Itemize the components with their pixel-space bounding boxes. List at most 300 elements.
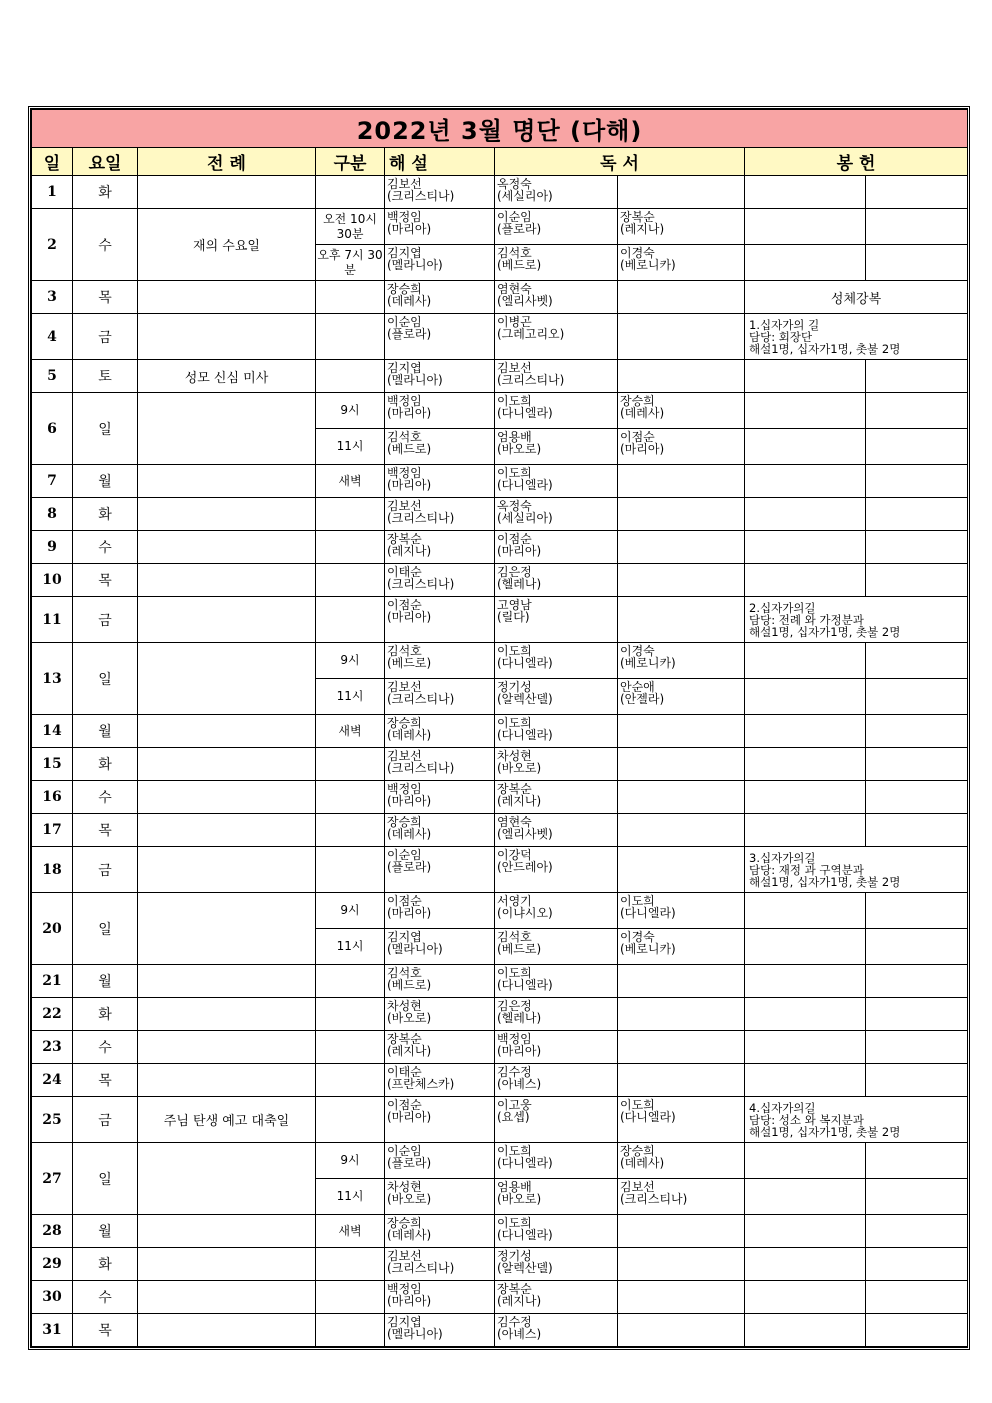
day-cell: 14 xyxy=(32,715,73,748)
reading-cell-1 xyxy=(495,1179,618,1215)
commentary-cell xyxy=(385,1215,495,1248)
person-name: 이경숙 xyxy=(620,246,655,260)
offering-cell-2 xyxy=(866,465,968,498)
person-name: 이순임 xyxy=(387,1144,422,1158)
baptismal-name: (프란체스카) xyxy=(387,1077,455,1091)
commentary-cell xyxy=(385,1179,495,1215)
table-row xyxy=(32,360,968,393)
weekday-cell: 금 xyxy=(73,847,138,893)
reading-cell-2 xyxy=(618,1281,745,1314)
offering-note-line: 해설1명, 십자가1명, 촛불 2명 xyxy=(749,1124,901,1139)
baptismal-name: (바오로) xyxy=(387,1192,432,1206)
offering-cell-2 xyxy=(866,1064,968,1097)
schedule-sheet xyxy=(28,106,970,1350)
baptismal-name: (크리스티나) xyxy=(387,692,455,706)
table-row xyxy=(32,893,968,929)
offering-cell-1 xyxy=(745,1179,866,1215)
person-name: 이순임 xyxy=(387,315,422,329)
reading-cell-2 xyxy=(618,176,745,209)
reading-cell-1 xyxy=(495,314,618,360)
reading-cell-2 xyxy=(618,209,745,245)
section-cell xyxy=(316,360,385,393)
person-name: 서영기 xyxy=(497,894,532,908)
reading-cell-1 xyxy=(495,1064,618,1097)
baptismal-name: (크리스티나) xyxy=(387,511,455,525)
person-name: 엄용배 xyxy=(497,1180,532,1194)
offering-cell-1 xyxy=(745,498,866,531)
person-name: 김보선 xyxy=(387,499,422,513)
offering-cell-1 xyxy=(745,245,866,281)
person-name: 김보선 xyxy=(387,177,422,191)
person-name: 장복순 xyxy=(497,1282,532,1296)
reading-cell-1 xyxy=(495,679,618,715)
section-cell xyxy=(316,998,385,1031)
person-name: 이점순 xyxy=(387,1098,422,1112)
offering-note-line: 해설1명, 십자가1명, 촛불 2명 xyxy=(749,624,901,639)
offering-note-line: 1.십자가의 길 xyxy=(749,317,820,332)
offering-cell-2 xyxy=(866,209,968,245)
offering-cell-1 xyxy=(745,393,866,429)
reading-cell-2 xyxy=(618,1314,745,1347)
offering-cell-2 xyxy=(866,429,968,465)
commentary-cell xyxy=(385,679,495,715)
offering-note-line: 담당: 성소 와 복지분과 xyxy=(749,1112,864,1127)
liturgy-cell xyxy=(138,1314,316,1347)
day-cell: 22 xyxy=(32,998,73,1031)
baptismal-name: (레지나) xyxy=(387,544,432,558)
reading-cell-2 xyxy=(618,748,745,781)
day-cell: 21 xyxy=(32,965,73,998)
person-name: 장승희 xyxy=(387,1216,422,1230)
offering-cell-1 xyxy=(745,1248,866,1281)
liturgy-cell xyxy=(138,597,316,643)
offering-cell-2 xyxy=(866,715,968,748)
day-cell: 2 xyxy=(32,209,73,281)
commentary-cell xyxy=(385,429,495,465)
reading-cell-2 xyxy=(618,1215,745,1248)
weekday-cell: 화 xyxy=(73,1248,138,1281)
reading-cell-1 xyxy=(495,1215,618,1248)
person-name: 김석호 xyxy=(497,930,532,944)
person-name: 이도희 xyxy=(497,644,532,658)
baptismal-name: (다니엘라) xyxy=(497,978,553,992)
weekday-cell: 화 xyxy=(73,748,138,781)
section-cell: 새벽 xyxy=(316,465,385,498)
offering-cell-2 xyxy=(866,1143,968,1179)
reading-cell-1 xyxy=(495,1143,618,1179)
reading-cell-1 xyxy=(495,597,618,643)
baptismal-name: (다니엘라) xyxy=(497,1228,553,1242)
reading-cell-1 xyxy=(495,715,618,748)
offering-cell-2 xyxy=(866,1314,968,1347)
commentary-cell xyxy=(385,847,495,893)
reading-cell-1 xyxy=(495,281,618,314)
commentary-cell xyxy=(385,209,495,245)
baptismal-name: (데레사) xyxy=(387,827,432,841)
weekday-cell: 월 xyxy=(73,1215,138,1248)
person-name: 김수정 xyxy=(497,1065,532,1079)
commentary-cell xyxy=(385,1281,495,1314)
baptismal-name: (헬레나) xyxy=(497,1011,542,1025)
day-cell: 6 xyxy=(32,393,73,465)
day-cell: 20 xyxy=(32,893,73,965)
baptismal-name: (크리스티나) xyxy=(387,189,455,203)
table-row xyxy=(32,564,968,597)
day-cell: 7 xyxy=(32,465,73,498)
person-name: 이도희 xyxy=(497,1216,532,1230)
person-name: 백정임 xyxy=(497,1032,532,1046)
commentary-cell xyxy=(385,1031,495,1064)
header-section: 구분 xyxy=(316,148,385,176)
offering-cell-1 xyxy=(745,893,866,929)
person-name: 김수정 xyxy=(497,1315,532,1329)
baptismal-name: (알렉산델) xyxy=(497,1261,553,1275)
offering-cell-1 xyxy=(745,465,866,498)
table-row xyxy=(32,998,968,1031)
baptismal-name: (멜라니아) xyxy=(387,373,443,387)
commentary-cell xyxy=(385,1314,495,1347)
baptismal-name: (멜라니아) xyxy=(387,258,443,272)
liturgy-cell xyxy=(138,314,316,360)
section-cell: 11시 xyxy=(316,929,385,965)
table-row xyxy=(32,1248,968,1281)
baptismal-name: (다니엘라) xyxy=(620,1110,676,1124)
commentary-cell xyxy=(385,1143,495,1179)
weekday-cell: 월 xyxy=(73,465,138,498)
day-cell: 5 xyxy=(32,360,73,393)
person-name: 백정임 xyxy=(387,210,422,224)
day-cell: 15 xyxy=(32,748,73,781)
reading-cell-1 xyxy=(495,748,618,781)
reading-cell-1 xyxy=(495,429,618,465)
commentary-cell xyxy=(385,1097,495,1143)
baptismal-name: (릴다) xyxy=(497,610,530,624)
person-name: 이순임 xyxy=(497,210,532,224)
table-row xyxy=(32,748,968,781)
table-row xyxy=(32,1031,968,1064)
reading-cell-2 xyxy=(618,429,745,465)
offering-cell-1 xyxy=(745,1215,866,1248)
reading-cell-2 xyxy=(618,643,745,679)
liturgy-cell xyxy=(138,176,316,209)
section-cell: 9시 xyxy=(316,643,385,679)
weekday-cell: 금 xyxy=(73,1097,138,1143)
baptismal-name: (바오로) xyxy=(387,1011,432,1025)
offering-cell-1 xyxy=(745,564,866,597)
liturgy-cell xyxy=(138,1215,316,1248)
offering-cell-1 xyxy=(745,1031,866,1064)
person-name: 이순임 xyxy=(387,848,422,862)
weekday-cell: 화 xyxy=(73,498,138,531)
weekday-cell: 수 xyxy=(73,1031,138,1064)
baptismal-name: (다니엘라) xyxy=(497,656,553,670)
commentary-cell xyxy=(385,465,495,498)
liturgy-cell xyxy=(138,498,316,531)
section-cell xyxy=(316,1031,385,1064)
person-name: 이도희 xyxy=(497,1144,532,1158)
person-name: 이경숙 xyxy=(620,930,655,944)
person-name: 염현숙 xyxy=(497,815,532,829)
reading-cell-1 xyxy=(495,360,618,393)
liturgy-cell xyxy=(138,998,316,1031)
liturgy-cell xyxy=(138,781,316,814)
offering-cell-2 xyxy=(866,498,968,531)
day-cell: 31 xyxy=(32,1314,73,1347)
person-name: 엄용배 xyxy=(497,430,532,444)
section-cell xyxy=(316,965,385,998)
weekday-cell: 일 xyxy=(73,1143,138,1215)
person-name: 장승희 xyxy=(387,716,422,730)
baptismal-name: (베드로) xyxy=(387,442,432,456)
liturgy-cell xyxy=(138,1031,316,1064)
person-name: 정기성 xyxy=(497,1249,532,1263)
person-name: 정기성 xyxy=(497,680,532,694)
reading-cell-1 xyxy=(495,965,618,998)
baptismal-name: (베드로) xyxy=(387,656,432,670)
day-cell: 1 xyxy=(32,176,73,209)
day-cell: 24 xyxy=(32,1064,73,1097)
baptismal-name: (아녜스) xyxy=(497,1077,542,1091)
baptismal-name: (베로니카) xyxy=(620,258,676,272)
baptismal-name: (다니엘라) xyxy=(497,1156,553,1170)
person-name: 이태순 xyxy=(387,565,422,579)
weekday-cell: 목 xyxy=(73,1314,138,1347)
reading-cell-2 xyxy=(618,564,745,597)
person-name: 이점순 xyxy=(387,598,422,612)
table-row xyxy=(32,1097,968,1143)
header-weekday: 요일 xyxy=(73,148,138,176)
section-cell xyxy=(316,597,385,643)
person-name: 이도희 xyxy=(497,716,532,730)
table-row xyxy=(32,209,968,245)
offering-cell-2 xyxy=(866,781,968,814)
baptismal-name: (마리아) xyxy=(387,794,432,808)
table-row xyxy=(32,781,968,814)
reading-cell-1 xyxy=(495,564,618,597)
offering-cell-2 xyxy=(866,564,968,597)
section-cell xyxy=(316,1248,385,1281)
reading-cell-2 xyxy=(618,965,745,998)
reading-cell-2 xyxy=(618,814,745,847)
reading-cell-1 xyxy=(495,531,618,564)
header-commentary: 해 설 xyxy=(385,148,495,176)
liturgy-cell xyxy=(138,715,316,748)
baptismal-name: (베드로) xyxy=(497,942,542,956)
offering-note xyxy=(745,1097,968,1143)
section-cell xyxy=(316,1064,385,1097)
offering-cell-2 xyxy=(866,1031,968,1064)
commentary-cell xyxy=(385,245,495,281)
weekday-cell: 화 xyxy=(73,998,138,1031)
liturgy-cell: 성모 신심 미사 xyxy=(138,360,316,393)
reading-cell-1 xyxy=(495,393,618,429)
baptismal-name: (엘리사벳) xyxy=(497,827,553,841)
baptismal-name: (베로니카) xyxy=(620,942,676,956)
reading-cell-1 xyxy=(495,1031,618,1064)
person-name: 이병곤 xyxy=(497,315,532,329)
section-cell: 11시 xyxy=(316,429,385,465)
table-row xyxy=(32,498,968,531)
person-name: 이도희 xyxy=(497,466,532,480)
baptismal-name: (데레사) xyxy=(387,728,432,742)
offering-cell-2 xyxy=(866,748,968,781)
person-name: 김지엽 xyxy=(387,246,422,260)
reading-cell-2 xyxy=(618,597,745,643)
day-cell: 10 xyxy=(32,564,73,597)
reading-cell-2 xyxy=(618,679,745,715)
baptismal-name: (멜라니아) xyxy=(387,942,443,956)
person-name: 김석호 xyxy=(387,966,422,980)
offering-note-line: 담당: 전례 와 가정분과 xyxy=(749,612,864,627)
person-name: 김은정 xyxy=(497,999,532,1013)
section-cell xyxy=(316,176,385,209)
commentary-cell xyxy=(385,781,495,814)
offering-cell-1 xyxy=(745,748,866,781)
weekday-cell: 화 xyxy=(73,176,138,209)
baptismal-name: (마리아) xyxy=(387,406,432,420)
offering-cell-2 xyxy=(866,929,968,965)
reading-cell-2 xyxy=(618,393,745,429)
day-cell: 4 xyxy=(32,314,73,360)
reading-cell-2 xyxy=(618,360,745,393)
section-cell xyxy=(316,748,385,781)
baptismal-name: (그레고리오) xyxy=(497,327,565,341)
baptismal-name: (마리아) xyxy=(387,610,432,624)
commentary-cell xyxy=(385,176,495,209)
reading-cell-1 xyxy=(495,1314,618,1347)
person-name: 이태순 xyxy=(387,1065,422,1079)
baptismal-name: (레지나) xyxy=(497,1294,542,1308)
reading-cell-1 xyxy=(495,893,618,929)
offering-cell-2 xyxy=(866,1281,968,1314)
commentary-cell xyxy=(385,715,495,748)
reading-cell-1 xyxy=(495,176,618,209)
person-name: 이도희 xyxy=(497,966,532,980)
commentary-cell xyxy=(385,1248,495,1281)
person-name: 차성현 xyxy=(497,749,532,763)
table-row xyxy=(32,715,968,748)
person-name: 이강덕 xyxy=(497,848,532,862)
table-row xyxy=(32,643,968,679)
reading-cell-1 xyxy=(495,929,618,965)
person-name: 옥정숙 xyxy=(497,177,532,191)
liturgy-cell xyxy=(138,465,316,498)
weekday-cell: 금 xyxy=(73,314,138,360)
day-cell: 17 xyxy=(32,814,73,847)
liturgy-cell xyxy=(138,564,316,597)
header-offering: 봉 헌 xyxy=(745,148,968,176)
reading-cell-1 xyxy=(495,814,618,847)
commentary-cell xyxy=(385,1064,495,1097)
day-cell: 16 xyxy=(32,781,73,814)
reading-cell-2 xyxy=(618,893,745,929)
baptismal-name: (마리아) xyxy=(497,544,542,558)
baptismal-name: (엘리사벳) xyxy=(497,294,553,308)
liturgy-cell xyxy=(138,1143,316,1215)
offering-note xyxy=(745,314,968,360)
liturgy-cell xyxy=(138,748,316,781)
day-cell: 28 xyxy=(32,1215,73,1248)
reading-cell-2 xyxy=(618,281,745,314)
offering-note-line: 해설1명, 십자가1명, 촛불 2명 xyxy=(749,874,901,889)
reading-cell-1 xyxy=(495,781,618,814)
baptismal-name: (다니엘라) xyxy=(620,906,676,920)
offering-note-line: 담당: 회장단 xyxy=(749,329,813,344)
offering-cell-1 xyxy=(745,998,866,1031)
person-name: 장승희 xyxy=(620,1144,655,1158)
offering-cell-1 xyxy=(745,1281,866,1314)
offering-cell-2 xyxy=(866,643,968,679)
commentary-cell xyxy=(385,531,495,564)
offering-cell-2 xyxy=(866,245,968,281)
reading-cell-1 xyxy=(495,1097,618,1143)
section-cell: 9시 xyxy=(316,893,385,929)
offering-cell-2 xyxy=(866,814,968,847)
weekday-cell: 금 xyxy=(73,597,138,643)
baptismal-name: (헬레나) xyxy=(497,577,542,591)
weekday-cell: 목 xyxy=(73,281,138,314)
person-name: 이점순 xyxy=(497,532,532,546)
offering-cell-2 xyxy=(866,1248,968,1281)
offering-note-line: 3.십자가의길 xyxy=(749,850,816,865)
section-cell xyxy=(316,1281,385,1314)
offering-cell-1 xyxy=(745,1064,866,1097)
commentary-cell xyxy=(385,597,495,643)
baptismal-name: (마리아) xyxy=(497,1044,542,1058)
person-name: 장승희 xyxy=(387,815,422,829)
baptismal-name: (데레사) xyxy=(387,294,432,308)
liturgy-cell: 재의 수요일 xyxy=(138,209,316,281)
section-cell xyxy=(316,1097,385,1143)
commentary-cell xyxy=(385,893,495,929)
baptismal-name: (알렉산델) xyxy=(497,692,553,706)
baptismal-name: (베로니카) xyxy=(620,656,676,670)
day-cell: 9 xyxy=(32,531,73,564)
person-name: 김보선 xyxy=(497,361,532,375)
table-row xyxy=(32,314,968,360)
offering-cell-1 xyxy=(745,781,866,814)
header-liturgy: 전 례 xyxy=(138,148,316,176)
weekday-cell: 수 xyxy=(73,209,138,281)
reading-cell-1 xyxy=(495,847,618,893)
section-cell: 오전 10시30분 xyxy=(316,209,385,245)
person-name: 김보선 xyxy=(387,680,422,694)
liturgy-cell xyxy=(138,643,316,715)
baptismal-name: (크리스티나) xyxy=(387,761,455,775)
weekday-cell: 월 xyxy=(73,715,138,748)
offering-cell-1 xyxy=(745,1143,866,1179)
baptismal-name: (플로라) xyxy=(387,860,432,874)
baptismal-name: (아녜스) xyxy=(497,1327,542,1341)
reading-cell-2 xyxy=(618,998,745,1031)
section-cell: 새벽 xyxy=(316,1215,385,1248)
reading-cell-1 xyxy=(495,498,618,531)
day-cell: 18 xyxy=(32,847,73,893)
commentary-cell xyxy=(385,643,495,679)
table-row xyxy=(32,176,968,209)
person-name: 차성현 xyxy=(387,1180,422,1194)
offering-note xyxy=(745,597,968,643)
page-title: 2022년 3월 명단 (다해) xyxy=(32,110,968,148)
person-name: 김석호 xyxy=(497,246,532,260)
reading-cell-1 xyxy=(495,465,618,498)
section-cell xyxy=(316,814,385,847)
offering-cell-2 xyxy=(866,965,968,998)
baptismal-name: (다니엘라) xyxy=(497,478,553,492)
person-name: 차성현 xyxy=(387,999,422,1013)
baptismal-name: (멜라니아) xyxy=(387,1327,443,1341)
person-name: 김석호 xyxy=(387,644,422,658)
